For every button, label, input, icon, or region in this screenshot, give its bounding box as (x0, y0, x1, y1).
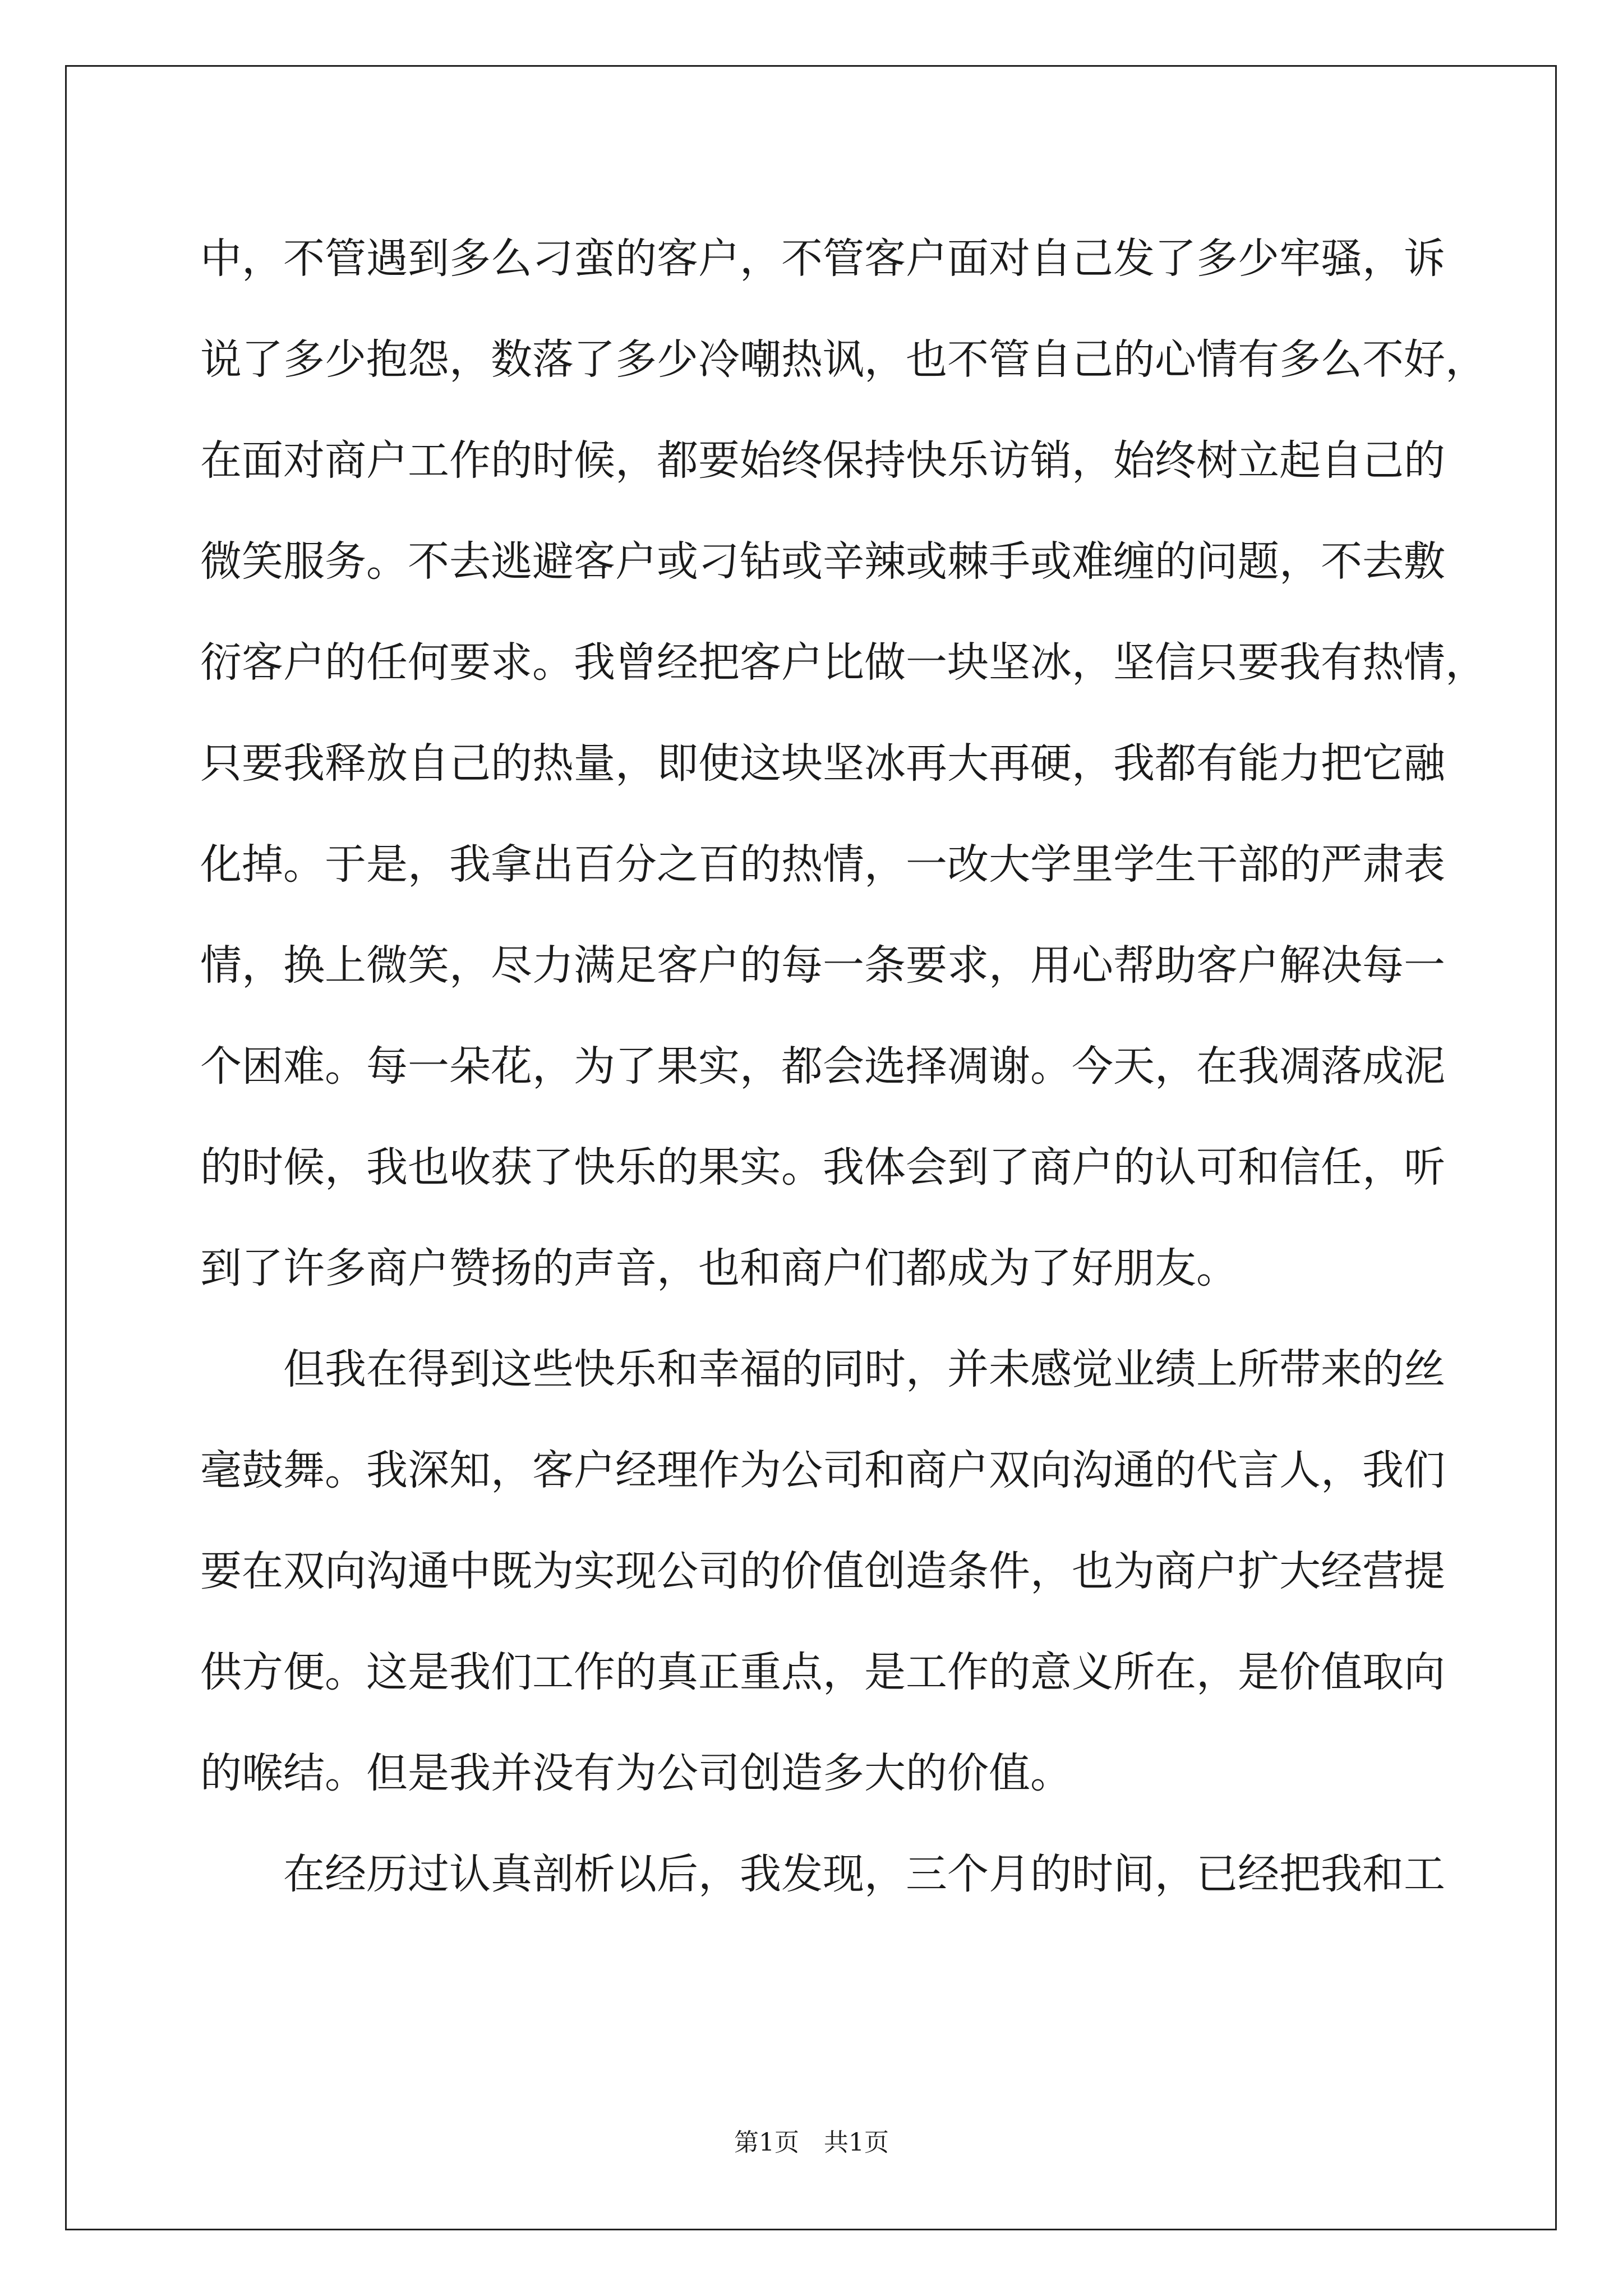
text-line-14: 要在双向沟通中既为实现公司的价值创造条件，也为商户扩大经营提 (200, 1547, 1445, 1595)
text-line-10: 的时候，我也收获了快乐的果实。我体会到了商户的认可和信任，听 (200, 1143, 1445, 1191)
text-line-12: 但我在得到这些快乐和幸福的同时，并未感觉业绩上所带来的丝 (283, 1345, 1445, 1393)
text-line-7: 化掉。于是，我拿出百分之百的热情，一改大学里学生干部的严肃表 (200, 840, 1445, 889)
text-line-11: 到了许多商户赞扬的声音，也和商户们都成为了好朋友。 (200, 1244, 1238, 1292)
body-text (200, 208, 1487, 1925)
text-line-9: 个困难。每一朵花，为了果实，都会选择凋谢。今天，在我凋落成泥 (200, 1042, 1445, 1091)
text-line-2: 说了多少抱怨，数落了多少冷嘲热讽，也不管自己的心情有多么不好， (200, 335, 1487, 384)
text-line-16: 的喉结。但是我并没有为公司创造多大的价值。 (200, 1749, 1072, 1797)
text-line-1: 中，不管遇到多么刁蛮的客户，不管客户面对自己发了多少牢骚，诉 (200, 234, 1445, 283)
text-line-5: 衍客户的任何要求。我曾经把客户比做一块坚冰，坚信只要我有热情， (200, 638, 1487, 687)
text-line-8: 情，换上微笑，尽力满足客户的每一条要求，用心帮助客户解决每一 (200, 941, 1445, 990)
text-line-3: 在面对商户工作的时候，都要始终保持快乐访销，始终树立起自己的 (200, 436, 1445, 485)
text-line-13: 毫鼓舞。我深知，客户经理作为公司和商户双向沟通的代言人，我们 (200, 1446, 1445, 1494)
page-number-footer: 第1页 共1页 (734, 2128, 889, 2157)
text-line-15: 供方便。这是我们工作的真正重点，是工作的意义所在，是价值取向 (200, 1648, 1445, 1696)
text-line-6: 只要我释放自己的热量，即使这块坚冰再大再硬，我都有能力把它融 (200, 739, 1445, 788)
text-line-4: 微笑服务。不去逃避客户或刁钻或辛辣或棘手或难缠的问题，不去敷 (200, 537, 1445, 586)
text-line-17: 在经历过认真剖析以后，我发现，三个月的时间，已经把我和工 (283, 1850, 1445, 1898)
